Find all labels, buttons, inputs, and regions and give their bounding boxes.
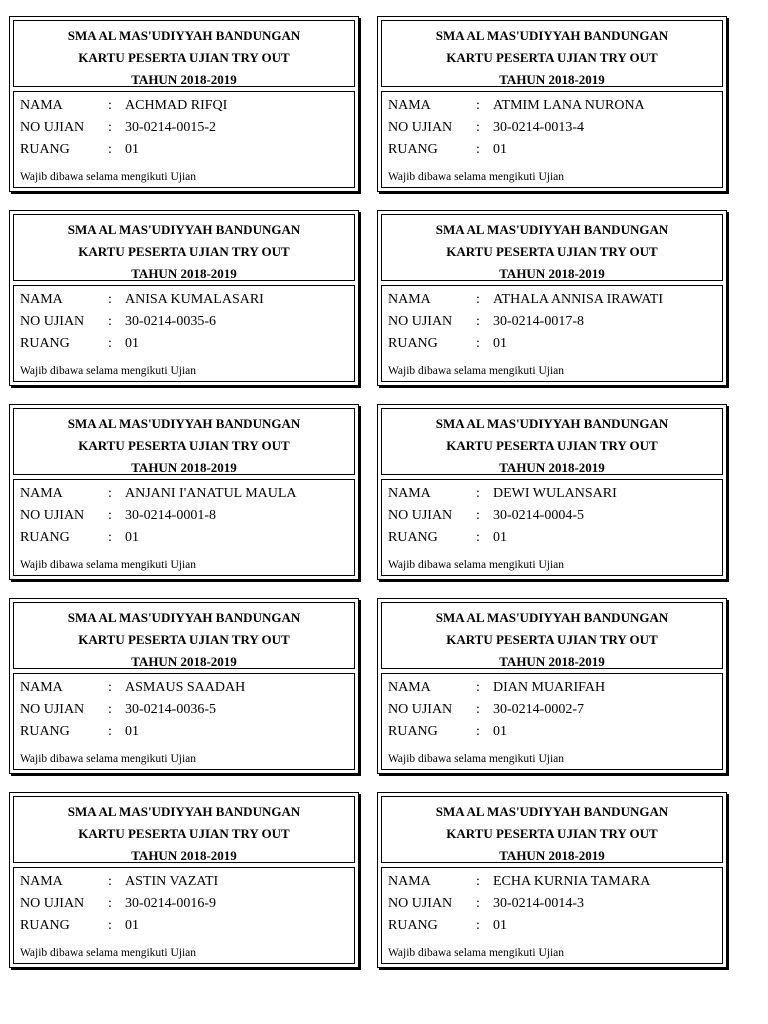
card-title: KARTU PESERTA UJIAN TRY OUT	[78, 244, 290, 259]
school-name: SMA AL MAS'UDIYYAH BANDUNGAN	[435, 804, 669, 819]
academic-year: TAHUN 2018-2019	[499, 460, 605, 475]
card-header	[13, 20, 355, 87]
exam-card	[9, 404, 359, 580]
school-name: SMA AL MAS'UDIYYAH BANDUNGAN	[435, 610, 669, 625]
room-label: RUANG	[388, 724, 438, 739]
card-body	[381, 479, 723, 576]
room-number: 01	[125, 336, 139, 351]
room-number: 01	[125, 142, 139, 157]
participant-name: DEWI WULANSARI	[493, 486, 617, 501]
separator: :	[108, 508, 112, 523]
exam-card	[377, 792, 727, 968]
separator: :	[108, 530, 112, 545]
room-label: RUANG	[20, 530, 70, 545]
card-body	[381, 91, 723, 188]
school-name: SMA AL MAS'UDIYYAH BANDUNGAN	[67, 222, 301, 237]
room-number: 01	[493, 918, 507, 933]
separator: :	[108, 724, 112, 739]
card-note: Wajib dibawa selama mengikuti Ujian	[388, 365, 564, 377]
exam-number: 30-0214-0016-9	[125, 896, 216, 911]
card-note: Wajib dibawa selama mengikuti Ujian	[20, 559, 196, 571]
academic-year: TAHUN 2018-2019	[131, 460, 237, 475]
card-header	[381, 796, 723, 863]
exam-number-label: NO UJIAN	[388, 896, 453, 911]
room-label: RUANG	[388, 142, 438, 157]
participant-name: ACHMAD RIFQI	[125, 98, 228, 113]
exam-card	[377, 210, 727, 386]
exam-number: 30-0214-0013-4	[493, 120, 584, 135]
exam-number: 30-0214-0001-8	[125, 508, 216, 523]
card-header	[381, 214, 723, 281]
separator: :	[108, 292, 112, 307]
academic-year: TAHUN 2018-2019	[131, 848, 237, 863]
school-name: SMA AL MAS'UDIYYAH BANDUNGAN	[67, 610, 301, 625]
room-label: RUANG	[20, 724, 70, 739]
room-label: RUANG	[20, 336, 70, 351]
card-header	[13, 796, 355, 863]
separator: :	[476, 142, 480, 157]
room-number: 01	[125, 530, 139, 545]
academic-year: TAHUN 2018-2019	[131, 654, 237, 669]
room-label: RUANG	[20, 918, 70, 933]
separator: :	[108, 314, 112, 329]
participant-name: ATMIM LANA NURONA	[493, 98, 645, 113]
separator: :	[476, 702, 480, 717]
exam-card	[9, 598, 359, 774]
exam-card	[9, 792, 359, 968]
exam-number-label: NO UJIAN	[20, 508, 85, 523]
card-body	[13, 867, 355, 964]
card-note: Wajib dibawa selama mengikuti Ujian	[20, 365, 196, 377]
card-header	[13, 602, 355, 669]
room-label: RUANG	[388, 530, 438, 545]
card-body	[13, 285, 355, 382]
academic-year: TAHUN 2018-2019	[131, 72, 237, 87]
school-name: SMA AL MAS'UDIYYAH BANDUNGAN	[67, 416, 301, 431]
card-title: KARTU PESERTA UJIAN TRY OUT	[446, 50, 658, 65]
separator: :	[476, 336, 480, 351]
academic-year: TAHUN 2018-2019	[499, 654, 605, 669]
separator: :	[108, 120, 112, 135]
card-title: KARTU PESERTA UJIAN TRY OUT	[78, 826, 290, 841]
exam-number-label: NO UJIAN	[388, 702, 453, 717]
separator: :	[108, 680, 112, 695]
separator: :	[476, 896, 480, 911]
card-title: KARTU PESERTA UJIAN TRY OUT	[446, 826, 658, 841]
room-label: RUANG	[388, 918, 438, 933]
academic-year: TAHUN 2018-2019	[499, 72, 605, 87]
school-name: SMA AL MAS'UDIYYAH BANDUNGAN	[435, 416, 669, 431]
card-header	[381, 408, 723, 475]
card-note: Wajib dibawa selama mengikuti Ujian	[388, 171, 564, 183]
card-note: Wajib dibawa selama mengikuti Ujian	[388, 947, 564, 959]
exam-card	[377, 598, 727, 774]
card-title: KARTU PESERTA UJIAN TRY OUT	[446, 438, 658, 453]
card-header	[13, 214, 355, 281]
name-label: NAMA	[388, 680, 431, 695]
name-label: NAMA	[20, 680, 63, 695]
participant-name: DIAN MUARIFAH	[493, 680, 606, 695]
participant-name: ANISA KUMALASARI	[125, 292, 264, 307]
separator: :	[108, 486, 112, 501]
school-name: SMA AL MAS'UDIYYAH BANDUNGAN	[67, 28, 301, 43]
school-name: SMA AL MAS'UDIYYAH BANDUNGAN	[67, 804, 301, 819]
separator: :	[108, 918, 112, 933]
room-label: RUANG	[388, 336, 438, 351]
academic-year: TAHUN 2018-2019	[131, 266, 237, 281]
room-number: 01	[493, 530, 507, 545]
room-number: 01	[493, 724, 507, 739]
exam-number-label: NO UJIAN	[20, 120, 85, 135]
card-header	[381, 20, 723, 87]
exam-number-label: NO UJIAN	[20, 314, 85, 329]
separator: :	[108, 896, 112, 911]
card-body	[13, 479, 355, 576]
participant-name: ECHA KURNIA TAMARA	[493, 874, 651, 889]
card-note: Wajib dibawa selama mengikuti Ujian	[20, 753, 196, 765]
name-label: NAMA	[388, 292, 431, 307]
room-number: 01	[125, 918, 139, 933]
room-label: RUANG	[20, 142, 70, 157]
participant-name: ATHALA ANNISA IRAWATI	[493, 292, 663, 307]
exam-number-label: NO UJIAN	[388, 508, 453, 523]
separator: :	[108, 336, 112, 351]
name-label: NAMA	[20, 292, 63, 307]
exam-number-label: NO UJIAN	[20, 896, 85, 911]
separator: :	[476, 292, 480, 307]
separator: :	[108, 702, 112, 717]
card-body	[13, 673, 355, 770]
card-note: Wajib dibawa selama mengikuti Ujian	[388, 753, 564, 765]
exam-card	[9, 16, 359, 192]
card-note: Wajib dibawa selama mengikuti Ujian	[388, 559, 564, 571]
separator: :	[476, 314, 480, 329]
card-title: KARTU PESERTA UJIAN TRY OUT	[78, 50, 290, 65]
exam-number: 30-0214-0014-3	[493, 896, 584, 911]
separator: :	[476, 724, 480, 739]
school-name: SMA AL MAS'UDIYYAH BANDUNGAN	[435, 28, 669, 43]
card-note: Wajib dibawa selama mengikuti Ujian	[20, 171, 196, 183]
card-header	[13, 408, 355, 475]
separator: :	[476, 486, 480, 501]
card-body	[381, 867, 723, 964]
name-label: NAMA	[388, 98, 431, 113]
exam-card	[9, 210, 359, 386]
card-note: Wajib dibawa selama mengikuti Ujian	[20, 947, 196, 959]
room-number: 01	[493, 336, 507, 351]
name-label: NAMA	[388, 486, 431, 501]
name-label: NAMA	[20, 874, 63, 889]
card-title: KARTU PESERTA UJIAN TRY OUT	[78, 632, 290, 647]
separator: :	[476, 120, 480, 135]
participant-name: ASTIN VAZATI	[125, 874, 219, 889]
exam-number-label: NO UJIAN	[388, 120, 453, 135]
separator: :	[476, 874, 480, 889]
exam-number: 30-0214-0035-6	[125, 314, 216, 329]
name-label: NAMA	[20, 486, 63, 501]
separator: :	[476, 530, 480, 545]
exam-number: 30-0214-0004-5	[493, 508, 584, 523]
card-body	[381, 673, 723, 770]
separator: :	[108, 874, 112, 889]
exam-card	[377, 16, 727, 192]
separator: :	[476, 98, 480, 113]
exam-card	[377, 404, 727, 580]
separator: :	[476, 918, 480, 933]
room-number: 01	[125, 724, 139, 739]
name-label: NAMA	[388, 874, 431, 889]
card-title: KARTU PESERTA UJIAN TRY OUT	[78, 438, 290, 453]
exam-number-label: NO UJIAN	[388, 314, 453, 329]
card-body	[381, 285, 723, 382]
card-title: KARTU PESERTA UJIAN TRY OUT	[446, 632, 658, 647]
exam-number: 30-0214-0015-2	[125, 120, 216, 135]
academic-year: TAHUN 2018-2019	[499, 848, 605, 863]
exam-number: 30-0214-0036-5	[125, 702, 216, 717]
participant-name: ANJANI I'ANATUL MAULA	[125, 486, 297, 501]
card-header	[381, 602, 723, 669]
school-name: SMA AL MAS'UDIYYAH BANDUNGAN	[435, 222, 669, 237]
exam-number: 30-0214-0002-7	[493, 702, 584, 717]
card-body	[13, 91, 355, 188]
name-label: NAMA	[20, 98, 63, 113]
separator: :	[108, 142, 112, 157]
room-number: 01	[493, 142, 507, 157]
separator: :	[476, 508, 480, 523]
card-title: KARTU PESERTA UJIAN TRY OUT	[446, 244, 658, 259]
participant-name: ASMAUS SAADAH	[125, 680, 246, 695]
separator: :	[108, 98, 112, 113]
exam-number-label: NO UJIAN	[20, 702, 85, 717]
exam-number: 30-0214-0017-8	[493, 314, 584, 329]
separator: :	[476, 680, 480, 695]
academic-year: TAHUN 2018-2019	[499, 266, 605, 281]
